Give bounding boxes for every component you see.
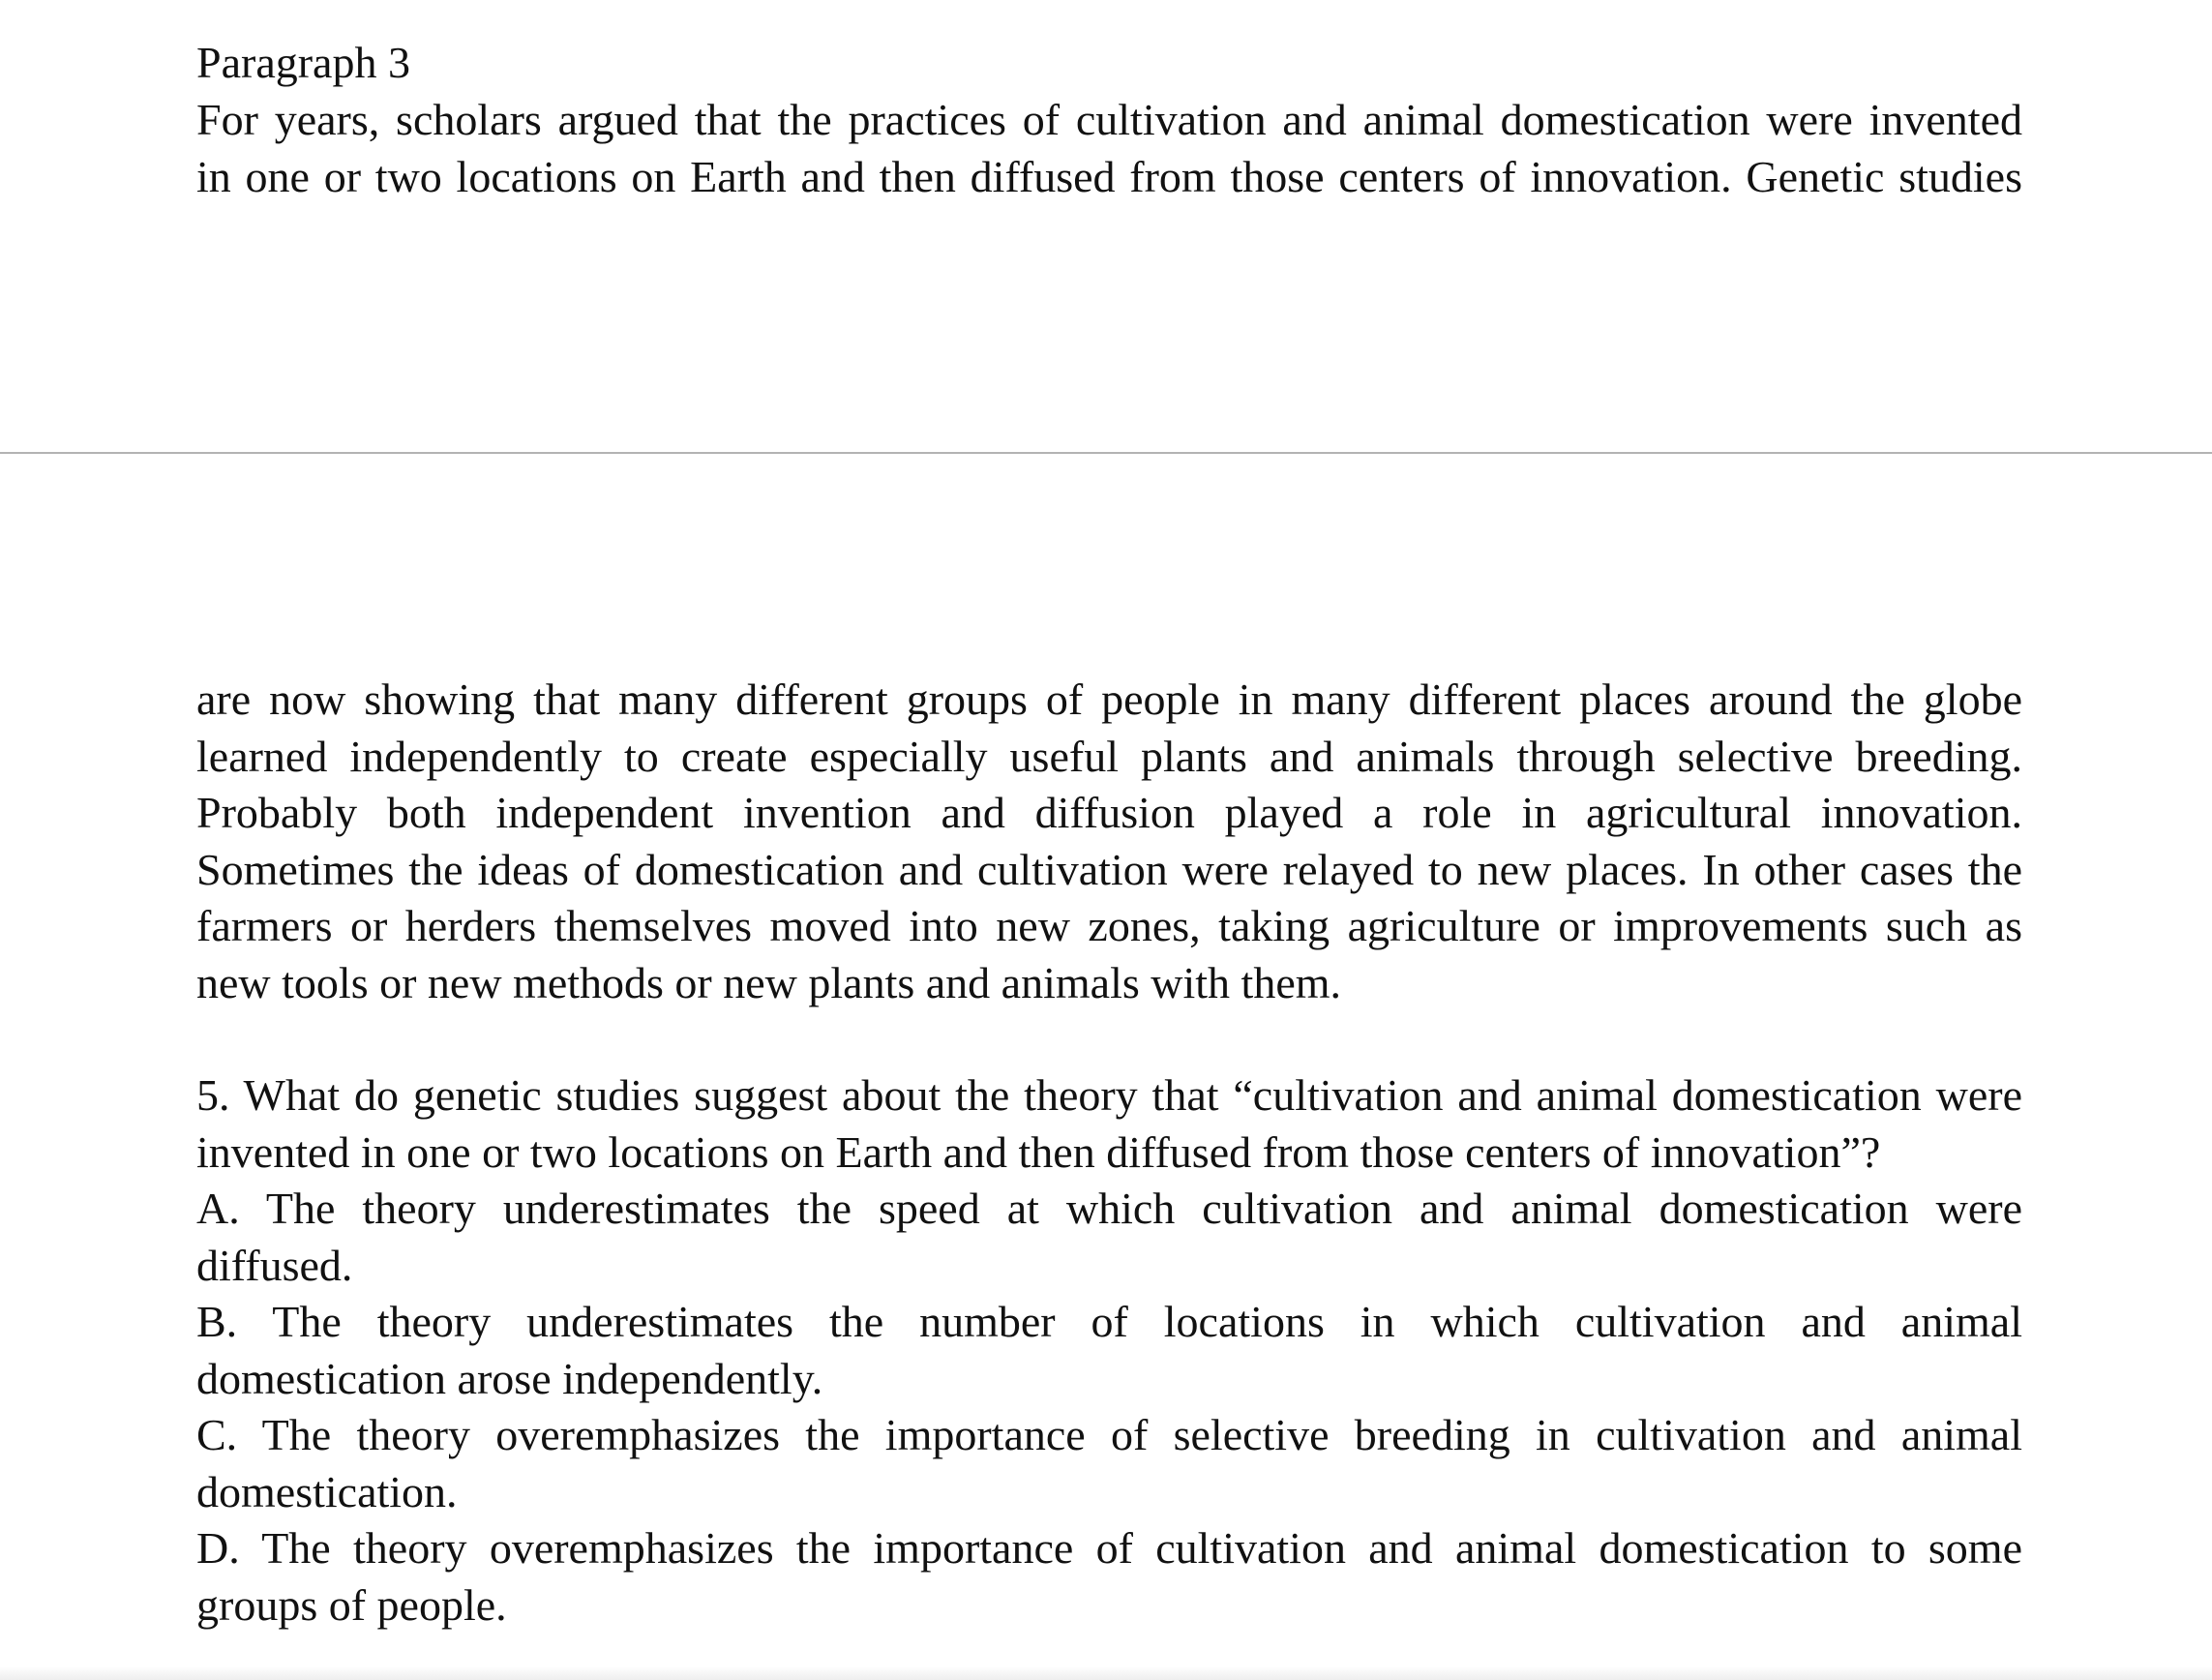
- option-b-line: domestication arose independently.: [196, 1353, 823, 1403]
- option-a: [196, 1181, 2022, 1294]
- paragraph-line: in one or two locations on Earth and then diffused from those centers of innovation. Genetic studies: [196, 151, 2022, 201]
- paragraph-3-part-2: [196, 672, 2022, 1011]
- option-c-line: C. The theory overemphasizes the importance of selective breeding in cultivation and animal: [196, 1410, 2022, 1459]
- option-d: [196, 1520, 2022, 1634]
- paragraph-line: are now showing that many different groups of people in many different places around the globe: [196, 675, 2022, 724]
- option-b-line: B. The theory underestimates the number of locations in which cultivation and animal: [196, 1297, 2022, 1346]
- window-bottom-edge: [0, 1666, 2212, 1680]
- option-c: [196, 1407, 2022, 1520]
- option-b: [196, 1294, 2022, 1407]
- option-d-line: D. The theory overemphasizes the importance of cultivation and animal domestication to some: [196, 1523, 2022, 1573]
- paragraph-line: Probably both independent invention and diffusion played a role in agricultural innovation.: [196, 788, 2022, 837]
- paragraph-line: new tools or new methods or new plants and animals with them.: [196, 957, 1342, 1007]
- paragraph-heading: [196, 35, 2022, 92]
- question-text-line: invented in one or two locations on Earth and then diffused from those centers of innovation”?: [196, 1126, 1881, 1177]
- paragraph-line: farmers or herders themselves moved into new zones, taking agriculture or improvements such as: [196, 901, 2022, 950]
- option-d-line: groups of people.: [196, 1579, 507, 1630]
- question-5: [196, 1067, 2022, 1634]
- paragraph-line: For years, scholars argued that the practices of cultivation and animal domestication were invented: [196, 95, 2022, 144]
- paragraph-line: learned independently to create especially useful plants and animals through selective breeding.: [196, 731, 2022, 781]
- question-text-line: 5. What do genetic studies suggest about the theory that “cultivation and animal domestication were: [196, 1070, 2022, 1120]
- paragraph-line: Sometimes the ideas of domestication and cultivation were relayed to new places. In other cases the: [196, 844, 2022, 894]
- paragraph-3-part-1: [196, 92, 2022, 205]
- option-a-line: A. The theory underestimates the speed at which cultivation and animal domestication were: [196, 1184, 2022, 1233]
- option-a-line: diffused.: [196, 1240, 353, 1290]
- paragraph-heading-text: Paragraph 3: [196, 38, 410, 87]
- option-c-line: domestication.: [196, 1466, 458, 1516]
